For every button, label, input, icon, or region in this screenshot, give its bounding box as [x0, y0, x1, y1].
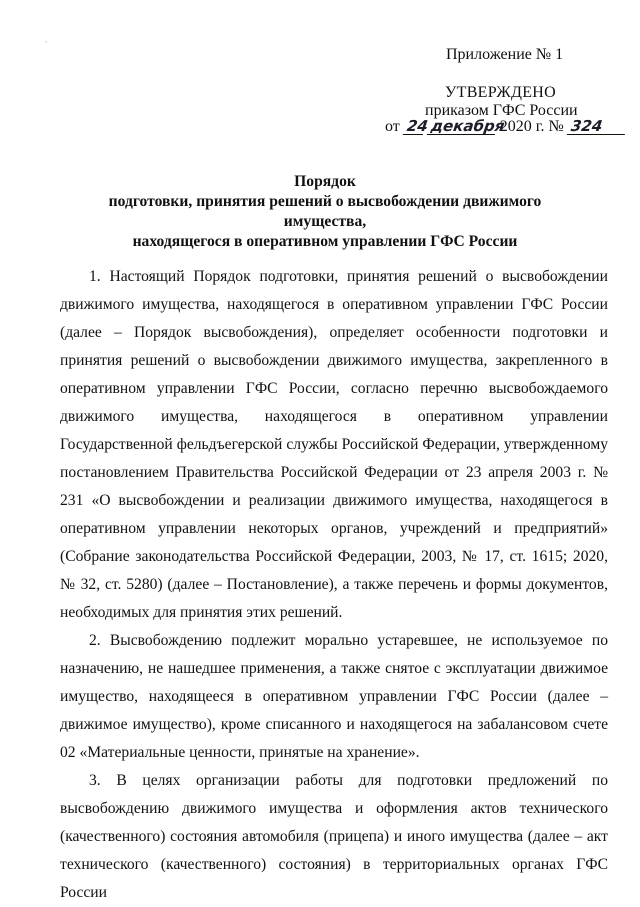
title-line-3: находящегося в оперативном управлении ГФС России	[132, 233, 518, 250]
document-body	[60, 263, 608, 907]
paragraph-3: 3. В целях организации работы для подготовки предложений по высвобождению движимого имущества и оформления актов технического (качественного) состояния автомобиля (прицепа) и иного имущества (далее – акт технического (качественного) состояния) в территориальных органах ГФС России	[60, 772, 608, 901]
title-line-2: подготовки, принятия решений о высвобождении движимого имущества,	[108, 193, 542, 230]
handwritten-day: 24	[403, 118, 425, 135]
date-prefix: от	[385, 118, 400, 135]
date-year: 2020 г. №	[499, 118, 564, 135]
handwritten-order-number: 324	[567, 118, 627, 135]
document-title	[70, 172, 580, 252]
title-line-1: Порядок	[294, 173, 356, 190]
approved-label: УТВЕРЖДЕНО	[445, 84, 557, 101]
paragraph-2: 2. Высвобождению подлежит морально устаревшее, не используемое по назначению, не нашедшее применения, а также снятое с эксплуатации движимое имущество, находящееся в оперативном управлении ГФС России (далее – движимое имущество), кроме списанного и находящегося на забалансовом счете 02 «Материальные ценности, принятые на хранение».	[60, 632, 608, 761]
order-date-line	[385, 118, 626, 136]
handwritten-month: декабря	[427, 118, 497, 135]
order-by-label: приказом ГФС России	[425, 102, 578, 119]
paragraph-1: 1. Настоящий Порядок подготовки, принятия решений о высвобождении движимого имущества, находящегося в оперативном управлении ГФС России (далее – Порядок высвобождения), определяет особенности подготовки и принятия решений о высвобождении движимого имущества, закрепленного в оперативном управлении ГФС России, согласно перечню высвобождаемого движимого имущества, находящегося в оперативном управлении Государственной фельдъегерской службы Российской Федерации, утвержденному постановлением Правительства Российской Федерации от 23 апреля 2003 г. № 231 «О высвобождении и реализации движимого имущества, находящегося в оперативном управлении некоторых органов, учреждений и предприятий» (Собрание законодательства Российской Федерации, 2003, № 17, ст. 1615; 2020, № 32, ст. 5280) (далее – Постановление), а также перечень и формы документов, необходимых для принятия этих решений.	[60, 268, 608, 621]
scan-mark: `	[45, 40, 48, 49]
appendix-label: Приложение № 1	[446, 46, 564, 63]
